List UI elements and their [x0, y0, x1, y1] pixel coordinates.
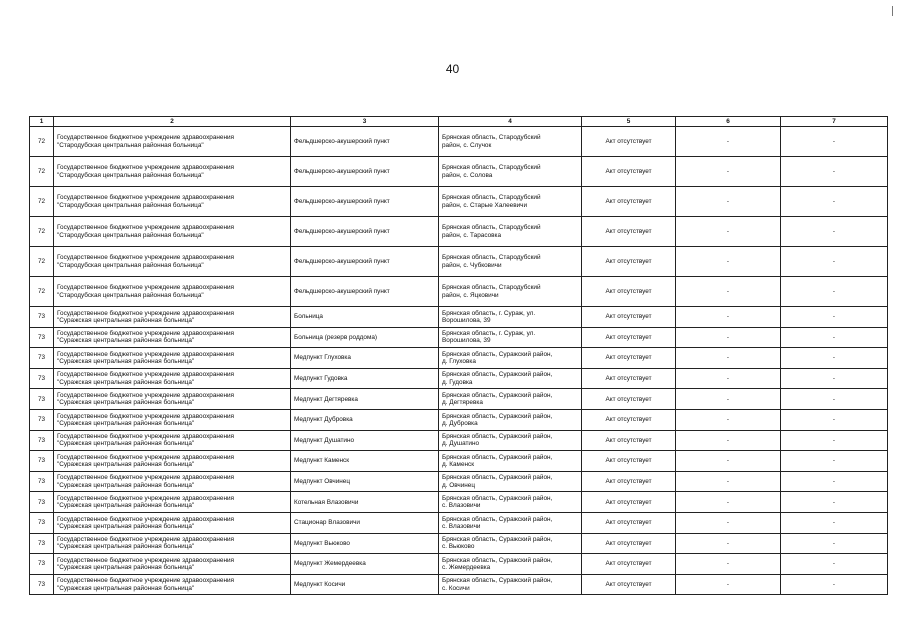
organization-cell-line: Государственное бюджетное учреждение здравоохранения — [57, 453, 235, 461]
organization-cell-line: "Суражская центральная районная больница" — [57, 563, 195, 571]
address-cell-line: Ворошилова, 39 — [442, 316, 491, 324]
organization-cell-line: "Суражская центральная районная больница" — [57, 522, 195, 530]
address-cell — [439, 533, 582, 554]
column-6-cell: - — [676, 157, 781, 187]
column-6-cell: - — [676, 554, 781, 575]
organization-cell — [54, 430, 291, 451]
column-7-cell: - — [781, 327, 888, 348]
organization-cell — [54, 389, 291, 410]
organization-cell-line: "Суражская центральная районная больница" — [57, 316, 195, 324]
facility-type-cell: Больница (резерв роддома) — [291, 327, 439, 348]
facility-type-cell: Фельдшерско-акушерский пункт — [291, 247, 439, 277]
row-number-cell: 72 — [30, 127, 54, 157]
address-cell-line: район, с. Старые Халеевичи — [442, 201, 528, 209]
address-cell — [439, 327, 582, 348]
column-7-cell: - — [781, 307, 888, 328]
scan-edge-mark — [892, 6, 893, 16]
row-number-cell: 73 — [30, 471, 54, 492]
address-cell-line: Брянская область, Стародубский — [442, 164, 541, 172]
row-number-cell: 73 — [30, 409, 54, 430]
row-number-cell: 73 — [30, 389, 54, 410]
organization-cell-line: Государственное бюджетное учреждение здравоохранения — [57, 309, 235, 317]
act-status-cell: Акт отсутствует — [582, 368, 676, 389]
organization-cell — [54, 492, 291, 513]
address-cell-line: Брянская область, Суражский район, — [442, 350, 553, 358]
organization-cell-line: "Суражская центральная районная больница" — [57, 502, 195, 510]
table-body — [30, 127, 888, 595]
table-row — [30, 277, 888, 307]
address-cell-line: с. Влазовичи — [442, 502, 481, 510]
address-cell-line: Брянская область, Суражский район, — [442, 515, 553, 523]
organization-cell-line: Государственное бюджетное учреждение здравоохранения — [57, 412, 235, 420]
column-7-cell: - — [781, 348, 888, 369]
address-cell-line: Брянская область, Стародубский — [442, 194, 541, 202]
address-cell-line: Брянская область, Суражский район, — [442, 577, 553, 585]
column-header: 4 — [439, 117, 582, 127]
organization-cell-line: Государственное бюджетное учреждение здравоохранения — [57, 164, 235, 172]
column-7-cell: - — [781, 430, 888, 451]
row-number-cell: 72 — [30, 187, 54, 217]
organization-cell-line: "Стародубская центральная районная больница" — [57, 231, 204, 239]
organization-cell-line: "Суражская центральная районная больница" — [57, 337, 195, 345]
act-status-cell: Акт отсутствует — [582, 533, 676, 554]
organization-cell — [54, 327, 291, 348]
address-cell — [439, 157, 582, 187]
row-number-cell: 73 — [30, 512, 54, 533]
column-7-cell: - — [781, 409, 888, 430]
column-7-cell: - — [781, 451, 888, 472]
address-cell-line: Брянская область, Стародубский — [442, 284, 541, 292]
address-cell-line: д. Овчинец — [442, 481, 476, 489]
address-cell — [439, 512, 582, 533]
address-cell — [439, 554, 582, 575]
act-status-cell: Акт отсутствует — [582, 348, 676, 369]
row-number-cell: 72 — [30, 217, 54, 247]
address-cell — [439, 574, 582, 595]
act-status-cell: Акт отсутствует — [582, 512, 676, 533]
organization-cell — [54, 554, 291, 575]
organization-cell-line: Государственное бюджетное учреждение здравоохранения — [57, 224, 235, 232]
organization-cell-line: Государственное бюджетное учреждение здравоохранения — [57, 536, 235, 544]
address-cell-line: д. Глуховка — [442, 357, 476, 365]
address-cell-line: д. Дегтяревка — [442, 399, 483, 407]
organization-cell-line: "Стародубская центральная районная больница" — [57, 201, 204, 209]
column-header: 1 — [30, 117, 54, 127]
address-cell-line: Брянская область, г. Сураж, ул. — [442, 309, 536, 317]
column-header: 5 — [582, 117, 676, 127]
act-status-cell: Акт отсутствует — [582, 217, 676, 247]
organization-cell — [54, 187, 291, 217]
row-number-cell: 73 — [30, 451, 54, 472]
facility-type-cell: Фельдшерско-акушерский пункт — [291, 157, 439, 187]
organization-cell — [54, 451, 291, 472]
act-status-cell: Акт отсутствует — [582, 327, 676, 348]
column-7-cell: - — [781, 368, 888, 389]
organization-cell-line: Государственное бюджетное учреждение здравоохранения — [57, 474, 235, 482]
organization-cell-line: Государственное бюджетное учреждение здравоохранения — [57, 371, 235, 379]
column-6-cell: - — [676, 492, 781, 513]
organization-cell — [54, 277, 291, 307]
organization-cell-line: "Суражская центральная районная больница" — [57, 378, 195, 386]
address-cell — [439, 187, 582, 217]
table-row — [30, 430, 888, 451]
address-cell-line: с. Косичи — [442, 584, 470, 592]
address-cell — [439, 389, 582, 410]
facility-type-cell: Медпункт Каменск — [291, 451, 439, 472]
column-6-cell: - — [676, 430, 781, 451]
address-cell-line: Брянская область, Суражский район, — [442, 412, 553, 420]
facility-type-cell: Котельная Влазовичи — [291, 492, 439, 513]
organization-cell — [54, 533, 291, 554]
address-cell — [439, 307, 582, 328]
table-row — [30, 451, 888, 472]
column-7-cell: - — [781, 554, 888, 575]
facility-type-cell: Больница — [291, 307, 439, 328]
act-status-cell: Акт отсутствует — [582, 430, 676, 451]
organization-cell — [54, 217, 291, 247]
organization-cell-line: Государственное бюджетное учреждение здравоохранения — [57, 194, 235, 202]
facility-type-cell: Фельдшерско-акушерский пункт — [291, 127, 439, 157]
organization-cell-line: Государственное бюджетное учреждение здравоохранения — [57, 254, 235, 262]
facility-type-cell: Медпункт Вьюково — [291, 533, 439, 554]
address-cell — [439, 348, 582, 369]
column-header: 7 — [781, 117, 888, 127]
column-7-cell: - — [781, 471, 888, 492]
address-cell — [439, 277, 582, 307]
address-cell — [439, 409, 582, 430]
organization-cell — [54, 348, 291, 369]
address-cell — [439, 368, 582, 389]
table-row — [30, 217, 888, 247]
column-header: 3 — [291, 117, 439, 127]
organization-cell-line: "Суражская центральная районная больница" — [57, 481, 195, 489]
table-row — [30, 554, 888, 575]
address-cell-line: Брянская область, Стародубский — [442, 254, 541, 262]
address-cell-line: район, с. Чубковичи — [442, 261, 502, 269]
organization-cell-line: Государственное бюджетное учреждение здравоохранения — [57, 330, 235, 338]
table-header-row — [30, 117, 888, 127]
column-7-cell: - — [781, 277, 888, 307]
column-6-cell: - — [676, 512, 781, 533]
organization-cell — [54, 574, 291, 595]
address-cell-line: район, с. Случок — [442, 141, 492, 149]
table-row — [30, 157, 888, 187]
table-row — [30, 512, 888, 533]
act-status-cell: Акт отсутствует — [582, 157, 676, 187]
table-row — [30, 533, 888, 554]
organization-cell-line: Государственное бюджетное учреждение здравоохранения — [57, 556, 235, 564]
column-6-cell: - — [676, 533, 781, 554]
facility-type-cell: Медпункт Дегтяревка — [291, 389, 439, 410]
table-row — [30, 187, 888, 217]
column-6-cell: - — [676, 389, 781, 410]
address-cell-line: Брянская область, Суражский район, — [442, 453, 553, 461]
column-6-cell: - — [676, 348, 781, 369]
organization-cell-line: Государственное бюджетное учреждение здравоохранения — [57, 284, 235, 292]
facility-type-cell: Медпункт Душатино — [291, 430, 439, 451]
facility-type-cell: Фельдшерско-акушерский пункт — [291, 187, 439, 217]
organization-cell-line: "Стародубская центральная районная больница" — [57, 141, 204, 149]
row-number-cell: 73 — [30, 533, 54, 554]
table-row — [30, 348, 888, 369]
act-status-cell: Акт отсутствует — [582, 247, 676, 277]
table-row — [30, 327, 888, 348]
address-cell — [439, 492, 582, 513]
row-number-cell: 72 — [30, 247, 54, 277]
organization-cell — [54, 247, 291, 277]
organization-cell-line: "Суражская центральная районная больница" — [57, 419, 195, 427]
address-cell-line: д. Гудовка — [442, 378, 473, 386]
address-cell-line: Брянская область, Стародубский — [442, 224, 541, 232]
organization-cell-line: Государственное бюджетное учреждение здравоохранения — [57, 515, 235, 523]
act-status-cell: Акт отсутствует — [582, 277, 676, 307]
row-number-cell: 73 — [30, 574, 54, 595]
address-cell — [439, 430, 582, 451]
organization-cell — [54, 409, 291, 430]
column-7-cell: - — [781, 574, 888, 595]
column-6-cell: - — [676, 574, 781, 595]
address-cell-line: д. Каменск — [442, 460, 475, 468]
column-7-cell: - — [781, 533, 888, 554]
column-6-cell: - — [676, 127, 781, 157]
facility-type-cell: Фельдшерско-акушерский пункт — [291, 217, 439, 247]
column-6-cell: - — [676, 327, 781, 348]
address-cell-line: д. Душатино — [442, 440, 480, 448]
organization-cell-line: "Суражская центральная районная больница" — [57, 440, 195, 448]
organization-cell — [54, 307, 291, 328]
column-7-cell: - — [781, 512, 888, 533]
organization-cell-line: "Суражская центральная районная больница" — [57, 399, 195, 407]
act-status-cell: Акт отсутствует — [582, 307, 676, 328]
organization-cell-line: Государственное бюджетное учреждение здравоохранения — [57, 350, 235, 358]
row-number-cell: 72 — [30, 157, 54, 187]
address-cell-line: Брянская область, Стародубский — [442, 134, 541, 142]
organization-cell-line: Государственное бюджетное учреждение здравоохранения — [57, 391, 235, 399]
address-cell-line: район, с. Яцковичи — [442, 291, 499, 299]
address-cell — [439, 127, 582, 157]
row-number-cell: 73 — [30, 307, 54, 328]
address-cell — [439, 451, 582, 472]
row-number-cell: 72 — [30, 277, 54, 307]
table-row — [30, 492, 888, 513]
act-status-cell: Акт отсутствует — [582, 574, 676, 595]
act-status-cell: Акт отсутствует — [582, 127, 676, 157]
table-row — [30, 368, 888, 389]
table-row — [30, 471, 888, 492]
facility-type-cell: Фельдшерско-акушерский пункт — [291, 277, 439, 307]
address-cell-line: с. Жемердеевка — [442, 563, 491, 571]
address-cell-line: Брянская область, г. Сураж, ул. — [442, 330, 536, 338]
row-number-cell: 73 — [30, 554, 54, 575]
address-cell-line: д. Дубровка — [442, 419, 478, 427]
page-number: 40 — [445, 62, 460, 76]
column-7-cell: - — [781, 389, 888, 410]
table-row — [30, 127, 888, 157]
address-cell-line: Брянская область, Суражский район, — [442, 536, 553, 544]
address-cell-line: Брянская область, Суражский район, — [442, 494, 553, 502]
facility-type-cell: Медпункт Жемердеевка — [291, 554, 439, 575]
table-row — [30, 247, 888, 277]
row-number-cell: 73 — [30, 327, 54, 348]
organization-cell-line: Государственное бюджетное учреждение здравоохранения — [57, 577, 235, 585]
column-6-cell: - — [676, 187, 781, 217]
act-status-cell: Акт отсутствует — [582, 409, 676, 430]
column-7-cell: - — [781, 187, 888, 217]
column-6-cell: - — [676, 409, 781, 430]
organization-cell — [54, 368, 291, 389]
address-cell-line: Брянская область, Суражский район, — [442, 391, 553, 399]
address-cell-line: Ворошилова, 39 — [442, 337, 491, 345]
column-6-cell: - — [676, 247, 781, 277]
address-cell-line: район, с. Солова — [442, 171, 493, 179]
address-cell-line: с. Влазовичи — [442, 522, 481, 530]
address-cell-line: район, с. Тарасовка — [442, 231, 502, 239]
facility-type-cell: Медпункт Гудовка — [291, 368, 439, 389]
row-number-cell: 73 — [30, 492, 54, 513]
column-6-cell: - — [676, 277, 781, 307]
table-row — [30, 409, 888, 430]
organization-cell — [54, 512, 291, 533]
organization-cell — [54, 127, 291, 157]
organization-cell-line: "Суражская центральная районная больница" — [57, 460, 195, 468]
organization-cell — [54, 471, 291, 492]
column-6-cell: - — [676, 451, 781, 472]
organization-cell — [54, 157, 291, 187]
address-cell-line: с. Вьюково — [442, 543, 475, 551]
address-cell — [439, 471, 582, 492]
act-status-cell: Акт отсутствует — [582, 389, 676, 410]
row-number-cell: 73 — [30, 368, 54, 389]
table-row — [30, 389, 888, 410]
address-cell — [439, 217, 582, 247]
act-status-cell: Акт отсутствует — [582, 554, 676, 575]
column-7-cell: - — [781, 127, 888, 157]
column-6-cell: - — [676, 368, 781, 389]
organization-cell-line: "Стародубская центральная районная больница" — [57, 261, 204, 269]
address-cell-line: Брянская область, Суражский район, — [442, 433, 553, 441]
facility-type-cell: Медпункт Овчинец — [291, 471, 439, 492]
column-7-cell: - — [781, 217, 888, 247]
row-number-cell: 73 — [30, 348, 54, 369]
column-header: 6 — [676, 117, 781, 127]
row-number-cell: 73 — [30, 430, 54, 451]
act-status-cell: Акт отсутствует — [582, 451, 676, 472]
facility-type-cell: Стационар Влазовичи — [291, 512, 439, 533]
column-6-cell: - — [676, 471, 781, 492]
act-status-cell: Акт отсутствует — [582, 187, 676, 217]
organization-cell-line: "Стародубская центральная районная больница" — [57, 291, 204, 299]
organization-cell-line: Государственное бюджетное учреждение здравоохранения — [57, 494, 235, 502]
column-header: 2 — [54, 117, 291, 127]
address-cell — [439, 247, 582, 277]
table-row — [30, 307, 888, 328]
address-cell-line: Брянская область, Суражский район, — [442, 556, 553, 564]
facility-type-cell: Медпункт Глуховка — [291, 348, 439, 369]
address-cell-line: Брянская область, Суражский район, — [442, 371, 553, 379]
organization-cell-line: "Суражская центральная районная больница" — [57, 543, 195, 551]
facility-type-cell: Медпункт Дубровка — [291, 409, 439, 430]
organization-cell-line: Государственное бюджетное учреждение здравоохранения — [57, 433, 235, 441]
act-status-cell: Акт отсутствует — [582, 492, 676, 513]
address-cell-line: Брянская область, Суражский район, — [442, 474, 553, 482]
column-7-cell: - — [781, 247, 888, 277]
column-7-cell: - — [781, 157, 888, 187]
table-row — [30, 574, 888, 595]
organization-cell-line: "Суражская центральная районная больница" — [57, 357, 195, 365]
column-6-cell: - — [676, 307, 781, 328]
organization-cell-line: Государственное бюджетное учреждение здравоохранения — [57, 134, 235, 142]
act-status-cell: Акт отсутствует — [582, 471, 676, 492]
organization-cell-line: "Суражская центральная районная больница" — [57, 584, 195, 592]
column-7-cell: - — [781, 492, 888, 513]
facility-type-cell: Медпункт Косичи — [291, 574, 439, 595]
facilities-table — [29, 116, 888, 595]
column-6-cell: - — [676, 217, 781, 247]
organization-cell-line: "Стародубская центральная районная больница" — [57, 171, 204, 179]
